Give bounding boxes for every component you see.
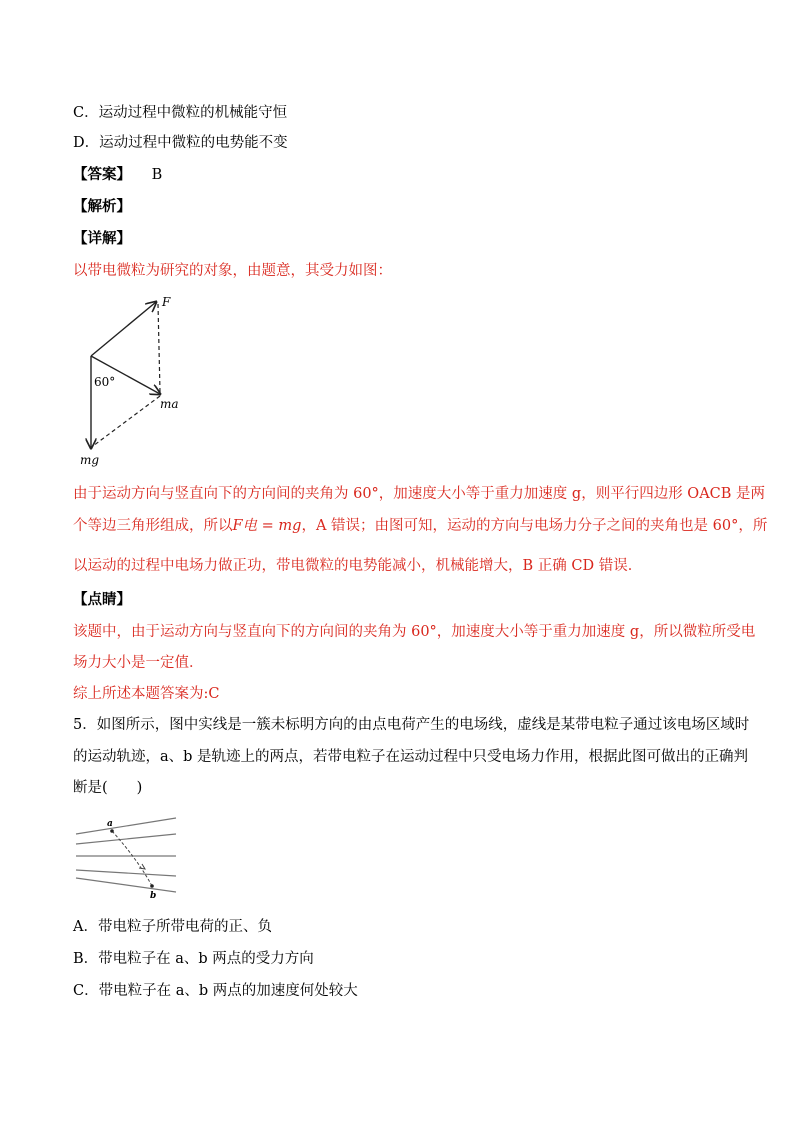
- force-diagram: [74, 292, 194, 472]
- question5-line2: 的运动轨迹，a、b 是轨迹上的两点，若带电粒子在运动过程中只受电场力作用，根据此图可做出的正确判: [73, 749, 749, 765]
- answer-label: 【答案】: [73, 166, 131, 183]
- detail-line2-math: F电 = mg: [232, 518, 302, 534]
- field-line-2: [76, 834, 176, 844]
- comment-label: 【点睛】: [73, 591, 131, 608]
- label-ma: ma: [160, 397, 179, 411]
- question5-line1: 5．如图所示，图中实线是一簇未标明方向的由点电荷产生的电场线，虚线是某带电粒子通过该电场区域时: [73, 717, 750, 733]
- label-a: a: [107, 819, 113, 829]
- point-a: [110, 829, 114, 833]
- force-f-arrow: [91, 302, 156, 356]
- comment-line2: 场力大小是一定值．: [73, 655, 204, 671]
- field-line-5: [76, 878, 176, 892]
- comment-line1: 该题中，由于运动方向与竖直向下的方向间的夹角为 60°，加速度大小等于重力加速度 g，所以微粒所受电: [73, 624, 756, 640]
- label-b: b: [150, 891, 157, 901]
- question5-line3: 断是( ): [73, 780, 143, 796]
- comment-summary: 综上所述本题答案为:C: [73, 686, 220, 702]
- answer-row: [73, 165, 162, 185]
- dashed-f-ma: [158, 304, 160, 392]
- field-line-1: [76, 818, 176, 834]
- label-angle: 60°: [94, 375, 116, 389]
- detail-line3: 以运动的过程中电场力做正功，带电微粒的电势能减小，机械能增大，B 正确 CD 错误．: [73, 558, 643, 574]
- field-lines-diagram: [72, 812, 182, 904]
- option-c-prev: C．运动过程中微粒的机械能守恒: [73, 105, 288, 121]
- detail-line1: 由于运动方向与竖直向下的方向间的夹角为 60°，加速度大小等于重力加速度 g，则平行四边形 OACB 是两: [73, 486, 766, 502]
- detail-line2-post: ，A 错误；由图可知，运动的方向与电场力分子之间的夹角也是 60°，所: [301, 518, 768, 534]
- analysis-label: 【解析】: [73, 198, 131, 215]
- field-line-4: [76, 870, 176, 876]
- point-b: [150, 884, 154, 888]
- detail-line2: [73, 516, 767, 536]
- detail-line2-pre: 个等边三角形组成，所以: [73, 518, 233, 534]
- label-mg: mg: [80, 453, 100, 467]
- option5-a: A．带电粒子所带电荷的正、负: [73, 919, 272, 935]
- option5-c: C．带电粒子在 a、b 两点的加速度何处较大: [73, 983, 358, 999]
- detail-label: 【详解】: [73, 230, 131, 247]
- option5-b: B．带电粒子在 a、b 两点的受力方向: [73, 951, 314, 967]
- detail-intro: 以带电微粒为研究的对象，由题意，其受力如图：: [73, 263, 392, 279]
- dashed-ma-mg: [93, 396, 160, 446]
- option-d-prev: D．运动过程中微粒的电势能不变: [73, 135, 288, 151]
- answer-value: B: [151, 167, 163, 183]
- label-f: F: [162, 295, 171, 309]
